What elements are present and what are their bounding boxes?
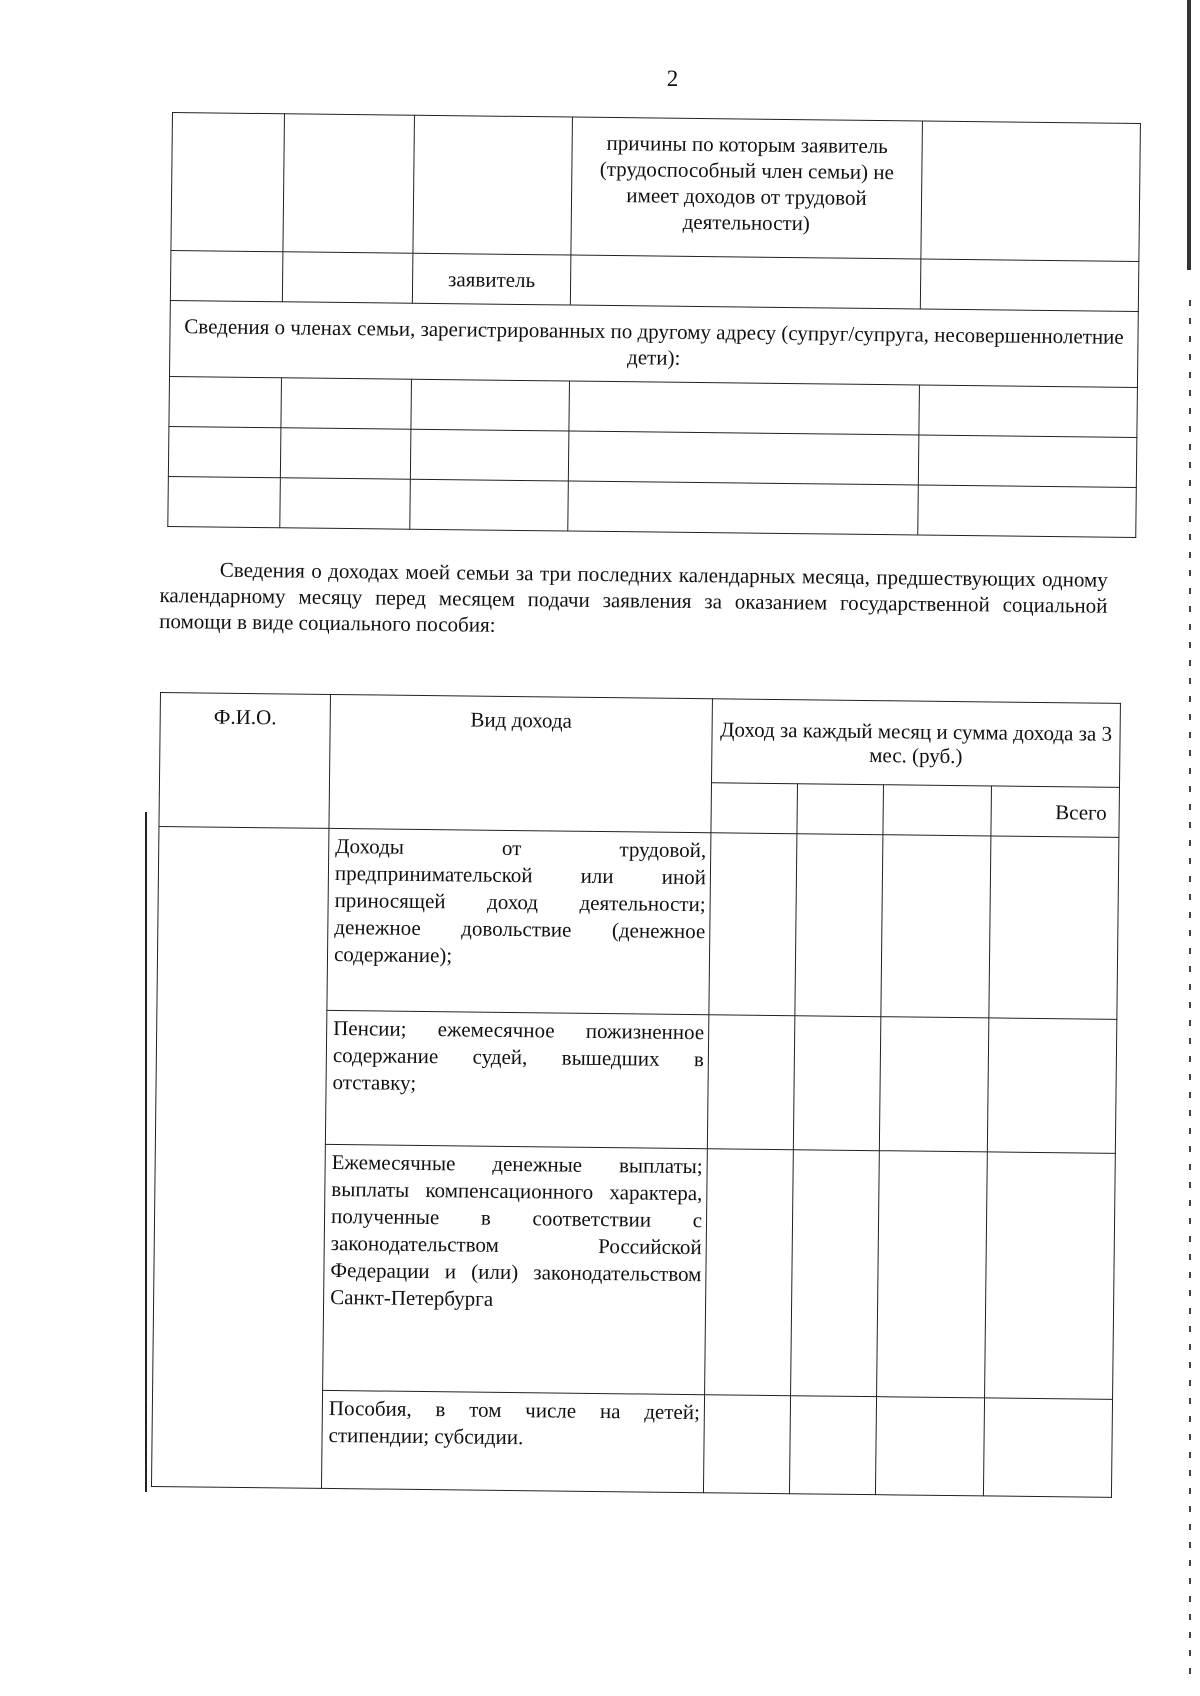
table-cell <box>570 255 921 309</box>
table-cell <box>281 378 412 429</box>
table-cell <box>709 833 797 1016</box>
scan-edge-mark <box>1187 0 1191 270</box>
table-cell <box>789 1396 876 1495</box>
header-income-type: Вид дохода <box>329 694 712 832</box>
income-type-cell <box>321 1390 704 1492</box>
table-cell <box>983 1398 1112 1497</box>
table-header-row <box>160 693 1121 788</box>
table-cell <box>168 476 281 527</box>
table-cell <box>877 1151 988 1398</box>
table-cell <box>168 426 281 477</box>
table-cell <box>989 836 1119 1019</box>
section-heading: Сведения о членах семьи, зарегистрированных по другому адресу (супруг/супруга, несовершеннолетние дети): <box>169 300 1138 387</box>
header-monthly-income: Доход за каждый месяц и сумма дохода за 3 мес. (руб.) <box>712 699 1121 788</box>
income-type-text: Ежемесячные денежные выплаты; выплаты компенсационного характера, полученные в соответствии с законодательством Российской Федерации и (или) законодательством Санкт-Петербурга <box>330 1149 703 1311</box>
paragraph-text: Сведения о доходах моей семьи за три последних календарных месяца, предшествующих одному календарному месяцу перед месяцем подачи заявления за оказанием государственной социальной помощи в виде социального пособия: <box>159 557 1108 637</box>
table-cell <box>919 385 1138 437</box>
income-intro-paragraph <box>159 556 1108 645</box>
table-cell <box>280 428 411 479</box>
table-cell <box>879 1017 989 1152</box>
income-type-cell <box>323 1144 708 1394</box>
table-cell <box>793 1016 881 1151</box>
table-cell <box>569 381 920 435</box>
table-cell <box>170 250 283 301</box>
scan-left-line <box>145 812 147 1492</box>
table-cell <box>568 431 919 485</box>
table-cell <box>169 376 282 427</box>
table-cell <box>791 1150 880 1397</box>
table-cell <box>920 259 1139 311</box>
table-cell <box>987 1018 1117 1153</box>
table-cell <box>985 1152 1116 1399</box>
applicant-label: заявитель <box>412 253 571 305</box>
scan-edge-dashes <box>1189 300 1191 1680</box>
table-cell <box>707 1015 795 1150</box>
table-cell <box>411 379 570 431</box>
header-month-2 <box>797 784 884 835</box>
income-type-text: Доходы от трудовой, предпринимательской или иной приносящей доход деятельности; денежное довольствие (денежное содержание); <box>333 833 707 968</box>
table-cell <box>283 114 415 253</box>
income-type-cell <box>325 1010 708 1148</box>
table-cell <box>410 479 569 531</box>
table-row <box>171 113 1141 262</box>
table-cell <box>921 121 1141 261</box>
family-members-table <box>167 112 1141 538</box>
header-month-1 <box>711 783 798 834</box>
table-cell <box>171 113 285 252</box>
table-cell <box>703 1395 790 1494</box>
page-number: 2 <box>666 66 679 91</box>
table-cell <box>795 834 883 1017</box>
header-fio: Ф.И.О. <box>159 693 331 829</box>
table-cell <box>410 429 569 481</box>
table-cell <box>568 481 919 535</box>
no-income-cause-cell: причины по которым заявитель (трудоспособный член семьи) не имеет доходов от трудовой деятельности) <box>571 117 923 259</box>
table-cell <box>282 252 413 303</box>
header-month-3 <box>883 785 992 836</box>
table-cell <box>280 478 411 529</box>
table-cell <box>918 435 1137 487</box>
table-row <box>169 300 1138 387</box>
table-cell <box>881 835 991 1018</box>
table-cell <box>705 1149 794 1396</box>
income-type-cell <box>327 828 711 1014</box>
fio-cell <box>151 826 328 1488</box>
table-cell <box>413 115 573 255</box>
table-cell <box>918 485 1137 537</box>
income-type-text: Пособия, в том числе на детей; стипендии; субсидии. <box>328 1395 701 1450</box>
table-cell <box>875 1397 984 1496</box>
table-row <box>157 826 1119 1019</box>
income-type-text: Пенсии; ежемесячное пожизненное содержание судей, вышедших в отставку; <box>332 1015 705 1095</box>
income-table <box>151 692 1121 1498</box>
header-total: Всего <box>991 786 1120 837</box>
table-row <box>168 476 1137 537</box>
